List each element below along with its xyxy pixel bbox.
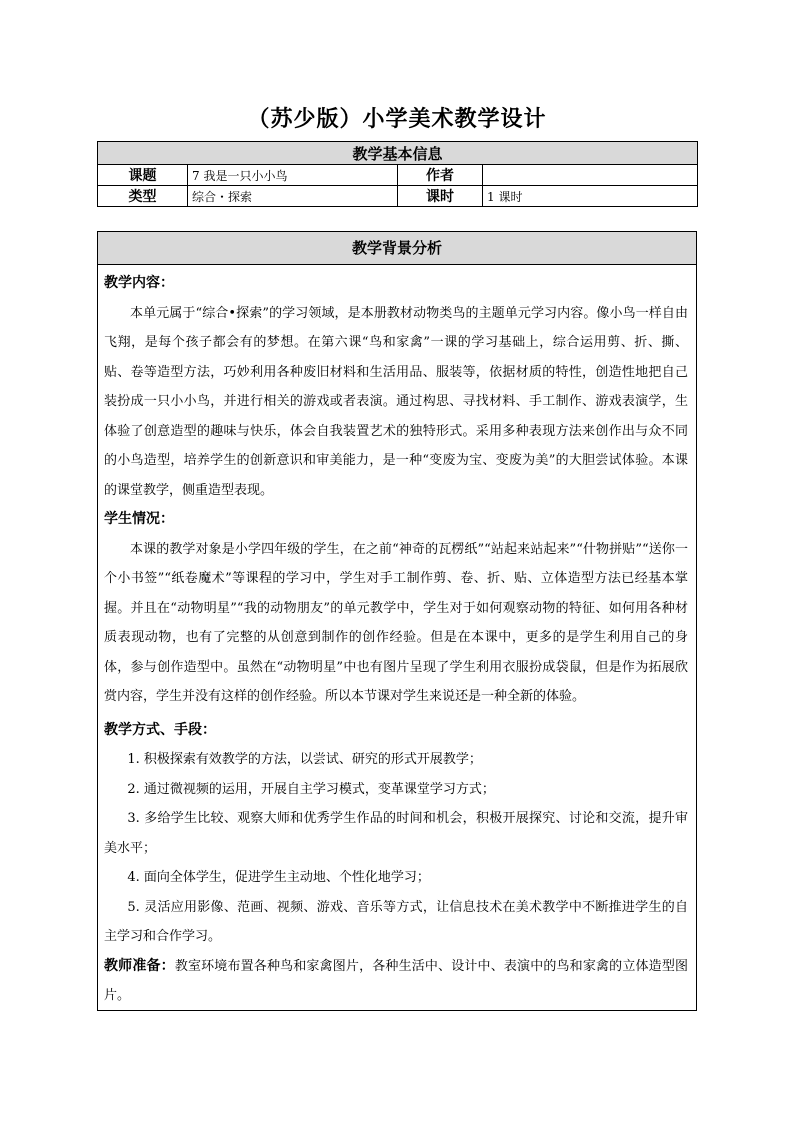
topic-value: 7 我是一只小小鸟 — [188, 165, 398, 186]
teacher-prep — [104, 952, 688, 1011]
method-item: 5. 灵活应用影像、范画、视频、游戏、音乐等方式，让信息技术在美术教学中不断推进学生的自主学习和合作学习。 — [104, 899, 688, 944]
students-heading: 学生情况： — [104, 511, 174, 527]
type-value: 综合・探索 — [188, 186, 398, 207]
method-item: 2. 通过微视频的运用，开展自主学习模式，变革课堂学习方式； — [127, 781, 495, 797]
analysis-content — [98, 265, 696, 1011]
background-analysis-section — [97, 231, 697, 1011]
basic-info-table — [97, 141, 698, 207]
type-label: 类型 — [98, 186, 188, 207]
author-value — [483, 165, 698, 186]
method-item: 3. 多给学生比较、观察大师和优秀学生作品的时间和机会，积极开展探究、讨论和交流，提升审美水平； — [104, 811, 688, 856]
background-analysis-header: 教学背景分析 — [98, 232, 696, 265]
teacher-prep-text: 教室环境布置各种鸟和家禽图片，各种生活中、设计中、表演中的鸟和家禽的立体造型图片。 — [104, 958, 688, 1003]
methods-heading: 教学方式、手段： — [104, 721, 216, 738]
method-item: 1. 积极探索有效教学的方法，以尝试、研究的形式开展教学； — [127, 752, 482, 767]
topic-label: 课题 — [98, 165, 188, 186]
students-text: 本课的教学对象是小学四年级的学生，在之前“神奇的瓦楞纸”“站起来站起来”“什物拼贴”“送你一个小书签”“纸卷魔术”等课程的学习中，学生对手工制作剪、卷、折、贴、立体造型方法已经基本掌握。并且在“动物明星”“我的动物朋友”的单元教学中，学生对于如何观察动物的特征、如何用各种材质表现动物，也有了完整的从创意到制作的创作经验。但是在本课中，更多的是学生利用自己的身体，参与创作造型中。虽然在“动物明星”中也有图片呈现了学生利用衣服扮成袋鼠，但是作为拓展欣赏内容，学生并没有这样的创作经验。所以本节课对学生来说还是一种全新的体验。 — [104, 541, 688, 704]
author-label: 作者 — [398, 165, 483, 186]
teaching-content-heading: 教学内容： — [104, 275, 174, 291]
teacher-prep-heading: 教师准备： — [104, 957, 175, 974]
teaching-content-text: 本单元属于“综合•探索”的学习领域，是本册教材动物类鸟的主题单元学习内容。像小鸟一样自由飞翔，是每个孩子都会有的梦想。在第六课“鸟和家禽”一课的学习基础上，综合运用剪、折、撕、贴、卷等造型方法，巧妙利用各种废旧材料和生活用品、服装等，依据材质的特性，创造性地把自己装扮成一只小小鸟，并进行相关的游戏或者表演。通过构思、寻找材料、手工制作、游戏表演学，生体验了创意造型的趣味与快乐，体会自我装置艺术的独特形式。采用多种表现方法来创作出与众不同的小鸟造型，培养学生的创新意识和审美能力，是一种“变废为宝、变废为美”的大胆尝试体验。本课的课堂教学，侧重造型表现。 — [104, 305, 688, 498]
document-title: （苏少版）小学美术教学设计 — [247, 106, 547, 132]
method-item: 4. 面向全体学生，促进学生主动地、个性化地学习； — [127, 870, 430, 885]
hours-value: 1 课时 — [483, 186, 698, 207]
basic-info-header: 教学基本信息 — [98, 142, 698, 165]
hours-label: 课时 — [398, 186, 483, 207]
